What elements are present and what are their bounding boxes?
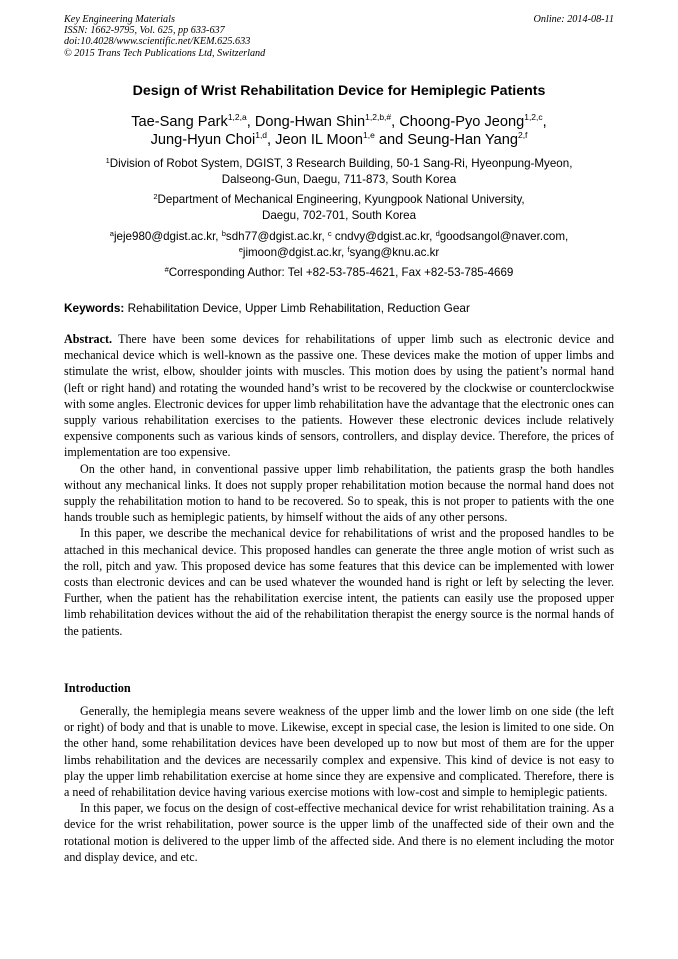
journal-header bbox=[64, 14, 265, 59]
journal-name: Key Engineering Materials bbox=[64, 14, 175, 25]
email-sup: e bbox=[238, 244, 243, 254]
introduction-section bbox=[64, 703, 614, 865]
paper-title: Design of Wrist Rehabilitation Device for Hemiplegic Patients bbox=[132, 83, 546, 99]
author-separator: , bbox=[246, 114, 255, 130]
section-heading: Introduction bbox=[64, 681, 131, 695]
author-name: Dong-Hwan Shin bbox=[254, 114, 366, 130]
corresponding-sup: # bbox=[164, 265, 169, 274]
email-sup: d bbox=[435, 229, 440, 238]
author-name: Jung-Hyun Choi bbox=[150, 132, 256, 148]
affiliation-1 bbox=[64, 156, 614, 187]
email-address: cndvy@dgist.ac.kr, bbox=[331, 230, 436, 243]
intro-paragraph: In this paper, we focus on the design of cost-effective mechanical device for wrist rehabilitation training. As a device for the wrist rehabilitation, power source is the upper limb of the unaffected side of their own and the rotational motion is delivered to the upper limb of the affected side. And there is no element including the motor and display device, and etc. bbox=[64, 801, 614, 864]
author-affil-sup: 1,2,c bbox=[524, 112, 543, 122]
keywords-text: Rehabilitation Device, Upper Limb Rehabilitation, Reduction Gear bbox=[124, 301, 470, 315]
email-address: syang@knu.ac.kr bbox=[349, 245, 440, 259]
keywords-label: Keywords: bbox=[64, 301, 125, 315]
author-name: Tae-Sang Park bbox=[131, 114, 228, 130]
email-address: goodsangol@naver.com, bbox=[439, 230, 569, 243]
author-separator: , bbox=[542, 114, 547, 130]
email-sup: c bbox=[327, 229, 332, 238]
affiliation-line: Daegu, 702-701, South Korea bbox=[261, 208, 417, 222]
author-affil-sup: 2,f bbox=[517, 130, 528, 140]
affiliation-2 bbox=[64, 192, 614, 223]
copyright-line: © 2015 Trans Tech Publications Ltd, Switzerland bbox=[64, 47, 266, 59]
author-affil-sup: 1,e bbox=[363, 130, 375, 140]
author-affil-sup: 1,2,b,# bbox=[365, 112, 392, 122]
email-list bbox=[64, 229, 614, 260]
affiliation-line: Dalseong-Gun, Daegu, 711-873, South Korea bbox=[221, 172, 457, 186]
corresponding-author bbox=[64, 265, 614, 281]
affiliation-sup: 1 bbox=[105, 156, 110, 165]
author-name: Jeon IL Moon bbox=[275, 132, 364, 148]
author-affil-sup: 1,d bbox=[255, 130, 268, 140]
abstract-paragraph: On the other hand, in conventional passive upper limb rehabilitation, the patients grasp the both handles without any mechanical links. It does not supply proper rehabilitation motion because the normal hand does not supply the rehabilitation motion to hand to be recovered. So to speak, this is not proper to patients with the one hands trouble such as hemiplegic patients, by himself without the aids of any other persons. bbox=[64, 461, 614, 525]
author-name: Seung-Han Yang bbox=[407, 132, 518, 148]
email-sup: a bbox=[109, 229, 114, 238]
abstract-label: Abstract. bbox=[64, 332, 113, 346]
author-affil-sup: 1,2,a bbox=[227, 112, 247, 122]
email-sup: b bbox=[221, 229, 226, 238]
author-separator: and bbox=[374, 132, 408, 148]
corresponding-text: Corresponding Author: Tel +82-53-785-4621, Fax +82-53-785-4669 bbox=[168, 266, 514, 279]
keywords-line bbox=[64, 301, 624, 315]
online-date: Online: 2014-08-11 bbox=[533, 14, 614, 25]
email-address: sdh77@dgist.ac.kr, bbox=[225, 230, 328, 243]
intro-paragraph: Generally, the hemiplegia means severe weakness of the upper limb and the lower limb on one side (the left or right) of body and that is unable to move. Likewise, except in special case, the lesion is limited to one side. On the other hand, some rehabilitation devices have been developed up to now but most of them are for the upper limbs rehabilitation and the devices are necessarily complex and expensive. This kind of device is not easy to play the upper limb rehabilitation exercise at home since they are expensive and complicated. Therefore, there is a need of rehabilitation device having various exercise motions with low-cost and simple to hemiplegic patients. bbox=[64, 704, 614, 800]
author-name: Choong-Pyo Jeong bbox=[399, 114, 525, 130]
email-sup: f bbox=[347, 244, 350, 254]
issn-line: ISSN: 1662-9795, Vol. 625, pp 633-637 bbox=[64, 25, 225, 37]
author-list bbox=[64, 113, 614, 149]
doi-line: doi:10.4028/www.scientific.net/KEM.625.633 bbox=[64, 36, 251, 48]
affiliation-line: Department of Mechanical Engineering, Kyungpook National University, bbox=[157, 193, 525, 206]
email-address: jeje980@dgist.ac.kr, bbox=[113, 230, 222, 243]
affiliation-sup: 2 bbox=[153, 192, 158, 201]
abstract-section bbox=[64, 331, 614, 639]
author-separator: , bbox=[267, 132, 276, 148]
abstract-text: There have been some devices for rehabilitations of upper limb such as electronic device and mechanical device which is well-known as the passive one. These devices make the motion of upper limbs and stimulate the wrist, elbow, shoulder joints with muscles. This motion does by using the patient’s normal hand (left or right hand) and rotating the wounded hand’s wrist to be recovered by the clockwise or counterclockwise with some angles. Electronic devices for upper limb rehabilitation have the advantage that the electronic ones can supply various rehabilitation exercises to the patients. However these electronic devices include relatively expensive components such as various kinds of sensors, controllers, and display device. Therefore, the prices of implementation are too expensive. bbox=[64, 332, 614, 460]
affiliation-line: Division of Robot System, DGIST, 3 Research Building, 50-1 Sang-Ri, Hyeonpung-Myeon, bbox=[109, 157, 573, 170]
email-address: jimoon@dgist.ac.kr, bbox=[242, 245, 348, 259]
abstract-paragraph: In this paper, we describe the mechanical device for rehabilitations of wrist and the proposed handles to be attached in this mechanical device. This proposed handles can generate the three angle motion of wrist such as the roll, pitch and yaw. This proposed device has some features that this device can be implemented with lower costs than electronic devices and can be used whatever the wounded hand is right or left by selecting the lever. Further, when the patient has the rehabilitation exercise intent, the patients can easily use the proposed upper limb rehabilitation devices without the aid of the rehabilitation therapist the energy source is the normal hands of the patients. bbox=[64, 526, 614, 638]
abstract-paragraph bbox=[64, 331, 614, 461]
author-separator: , bbox=[391, 114, 400, 130]
